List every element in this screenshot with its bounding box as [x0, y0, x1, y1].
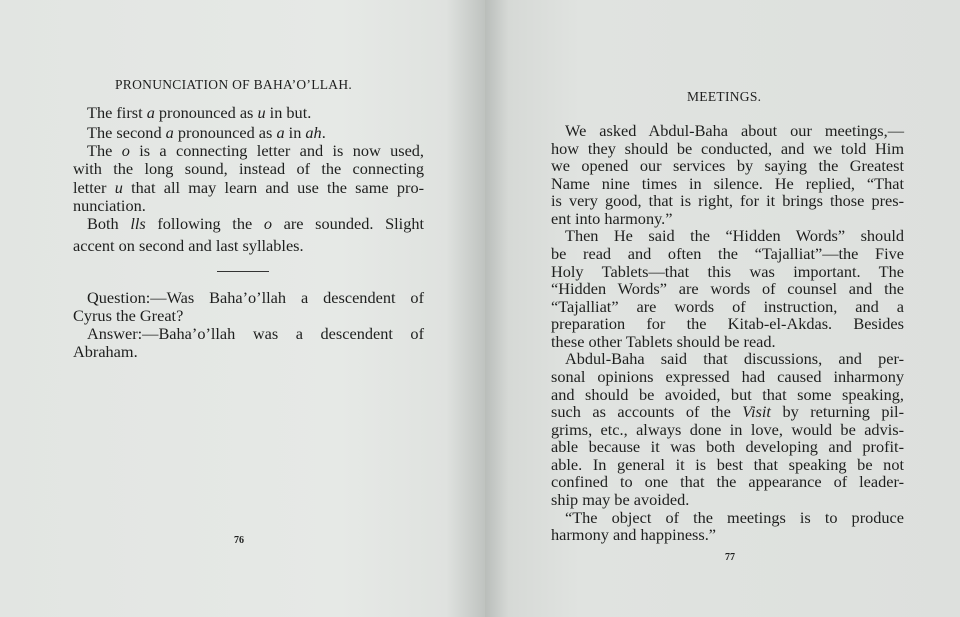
text-segment: ship may be avoided.	[551, 490, 690, 509]
text-line	[565, 227, 904, 245]
text-segment: by returning pil-	[770, 402, 905, 421]
text-line	[551, 491, 904, 509]
text-line	[73, 179, 424, 197]
text-segment: We asked Abdul-Baha about our meetings,—	[565, 121, 904, 140]
text-segment: in but.	[265, 103, 312, 122]
page-number: 76	[234, 535, 244, 546]
text-segment: “Tajalliat” are words of instruction, and a	[551, 297, 904, 316]
text-segment: The first	[87, 103, 147, 122]
italic-text: lls	[130, 214, 146, 233]
text-segment: able because it was both developing and profit-	[551, 437, 904, 456]
text-segment: sonal opinions expressed had caused inharmony	[551, 367, 904, 386]
text-segment: is very good, that is right, for it brings those pres-	[551, 191, 904, 210]
text-line	[73, 160, 424, 178]
text-line	[551, 192, 904, 210]
text-line	[87, 124, 424, 142]
text-segment: Abraham.	[73, 342, 138, 361]
text-segment: “Hidden Words” are words of counsel and the	[551, 279, 904, 298]
text-line	[551, 403, 904, 421]
italic-text: o	[121, 141, 130, 160]
text-segment: grims, etc., always done in love, would be advis-	[551, 420, 904, 439]
text-segment: pronounced as	[173, 123, 277, 142]
italic-text: a	[165, 123, 174, 142]
text-line	[73, 307, 424, 325]
text-segment: Holy Tablets—that this was important. The	[551, 262, 904, 281]
text-line	[87, 215, 424, 233]
text-line	[551, 315, 904, 333]
text-segment: nunciation.	[73, 196, 146, 215]
text-line	[551, 157, 904, 175]
text-line	[551, 526, 904, 544]
text-segment: Then He said the “Hidden Words” should	[565, 226, 904, 245]
text-line	[87, 289, 424, 307]
text-segment: pronounced as	[154, 103, 258, 122]
text-segment: Answer:—Baha’o’llah was a descendent of	[87, 324, 424, 343]
text-segment: Both	[87, 214, 131, 233]
text-line	[565, 122, 904, 140]
italic-text: u	[257, 103, 266, 122]
text-segment: Cyrus the Great?	[73, 306, 184, 325]
text-line	[551, 280, 904, 298]
section-divider	[217, 271, 269, 272]
text-line	[565, 350, 904, 368]
text-segment: we opened our services by saying the Greatest	[551, 156, 904, 175]
page-title: PRONUNCIATION OF BAHA’O’LLAH.	[115, 77, 353, 92]
text-segment: is a connecting letter and is now used,	[129, 141, 425, 160]
text-segment: how they should be conducted, and we told Him	[551, 139, 904, 158]
text-segment: are sounded. Slight	[271, 214, 424, 233]
italic-text: a	[146, 103, 155, 122]
text-line	[551, 438, 904, 456]
text-segment: these other Tablets should be read.	[551, 332, 776, 351]
text-segment: with the long sound, instead of the connecting	[73, 159, 424, 178]
text-segment: harmony and happiness.”	[551, 525, 717, 544]
right-page	[485, 0, 960, 617]
italic-text: u	[114, 178, 123, 197]
text-segment: confined to one that the appearance of leader-	[551, 472, 904, 491]
text-line	[551, 368, 904, 386]
text-segment: Question:—Was Baha’o’llah a descendent of	[87, 288, 424, 307]
text-segment: Abdul-Baha said that discussions, and per-	[565, 349, 904, 368]
text-line	[73, 237, 424, 255]
text-line	[551, 245, 904, 263]
text-line	[87, 325, 424, 343]
page-title: MEETINGS.	[687, 89, 762, 104]
text-segment: .	[321, 123, 326, 142]
page-number: 77	[725, 552, 735, 563]
text-segment: The second	[87, 123, 166, 142]
text-segment: in	[284, 123, 306, 142]
text-segment: Name nine times in silence. He replied, “That	[551, 174, 904, 193]
text-line	[73, 197, 424, 215]
text-segment: that all may learn and use the same pro-	[122, 178, 425, 197]
text-line	[73, 343, 424, 361]
italic-text: ah	[305, 123, 322, 142]
text-segment: ent into harmony.”	[551, 209, 673, 228]
text-segment: letter	[73, 178, 115, 197]
text-segment: accent on second and last syllables.	[73, 236, 304, 255]
text-segment: following the	[145, 214, 264, 233]
text-line	[551, 473, 904, 491]
text-segment: The	[87, 141, 122, 160]
text-line	[87, 104, 424, 122]
text-segment: be read and often the “Tajalliat”—the Five	[551, 244, 904, 263]
text-line	[87, 142, 424, 160]
text-segment: able. In general it is best that speaking be not	[551, 455, 904, 474]
text-segment: “The object of the meetings is to produce	[565, 508, 904, 527]
text-segment: and should be avoided, but that some speaking,	[551, 385, 904, 404]
italic-text: o	[263, 214, 272, 233]
italic-text: a	[276, 123, 285, 142]
text-segment: such as accounts of the	[551, 402, 743, 421]
italic-text: Visit	[742, 402, 771, 421]
text-segment: preparation for the Kitab-el-Akdas. Besides	[551, 314, 904, 333]
